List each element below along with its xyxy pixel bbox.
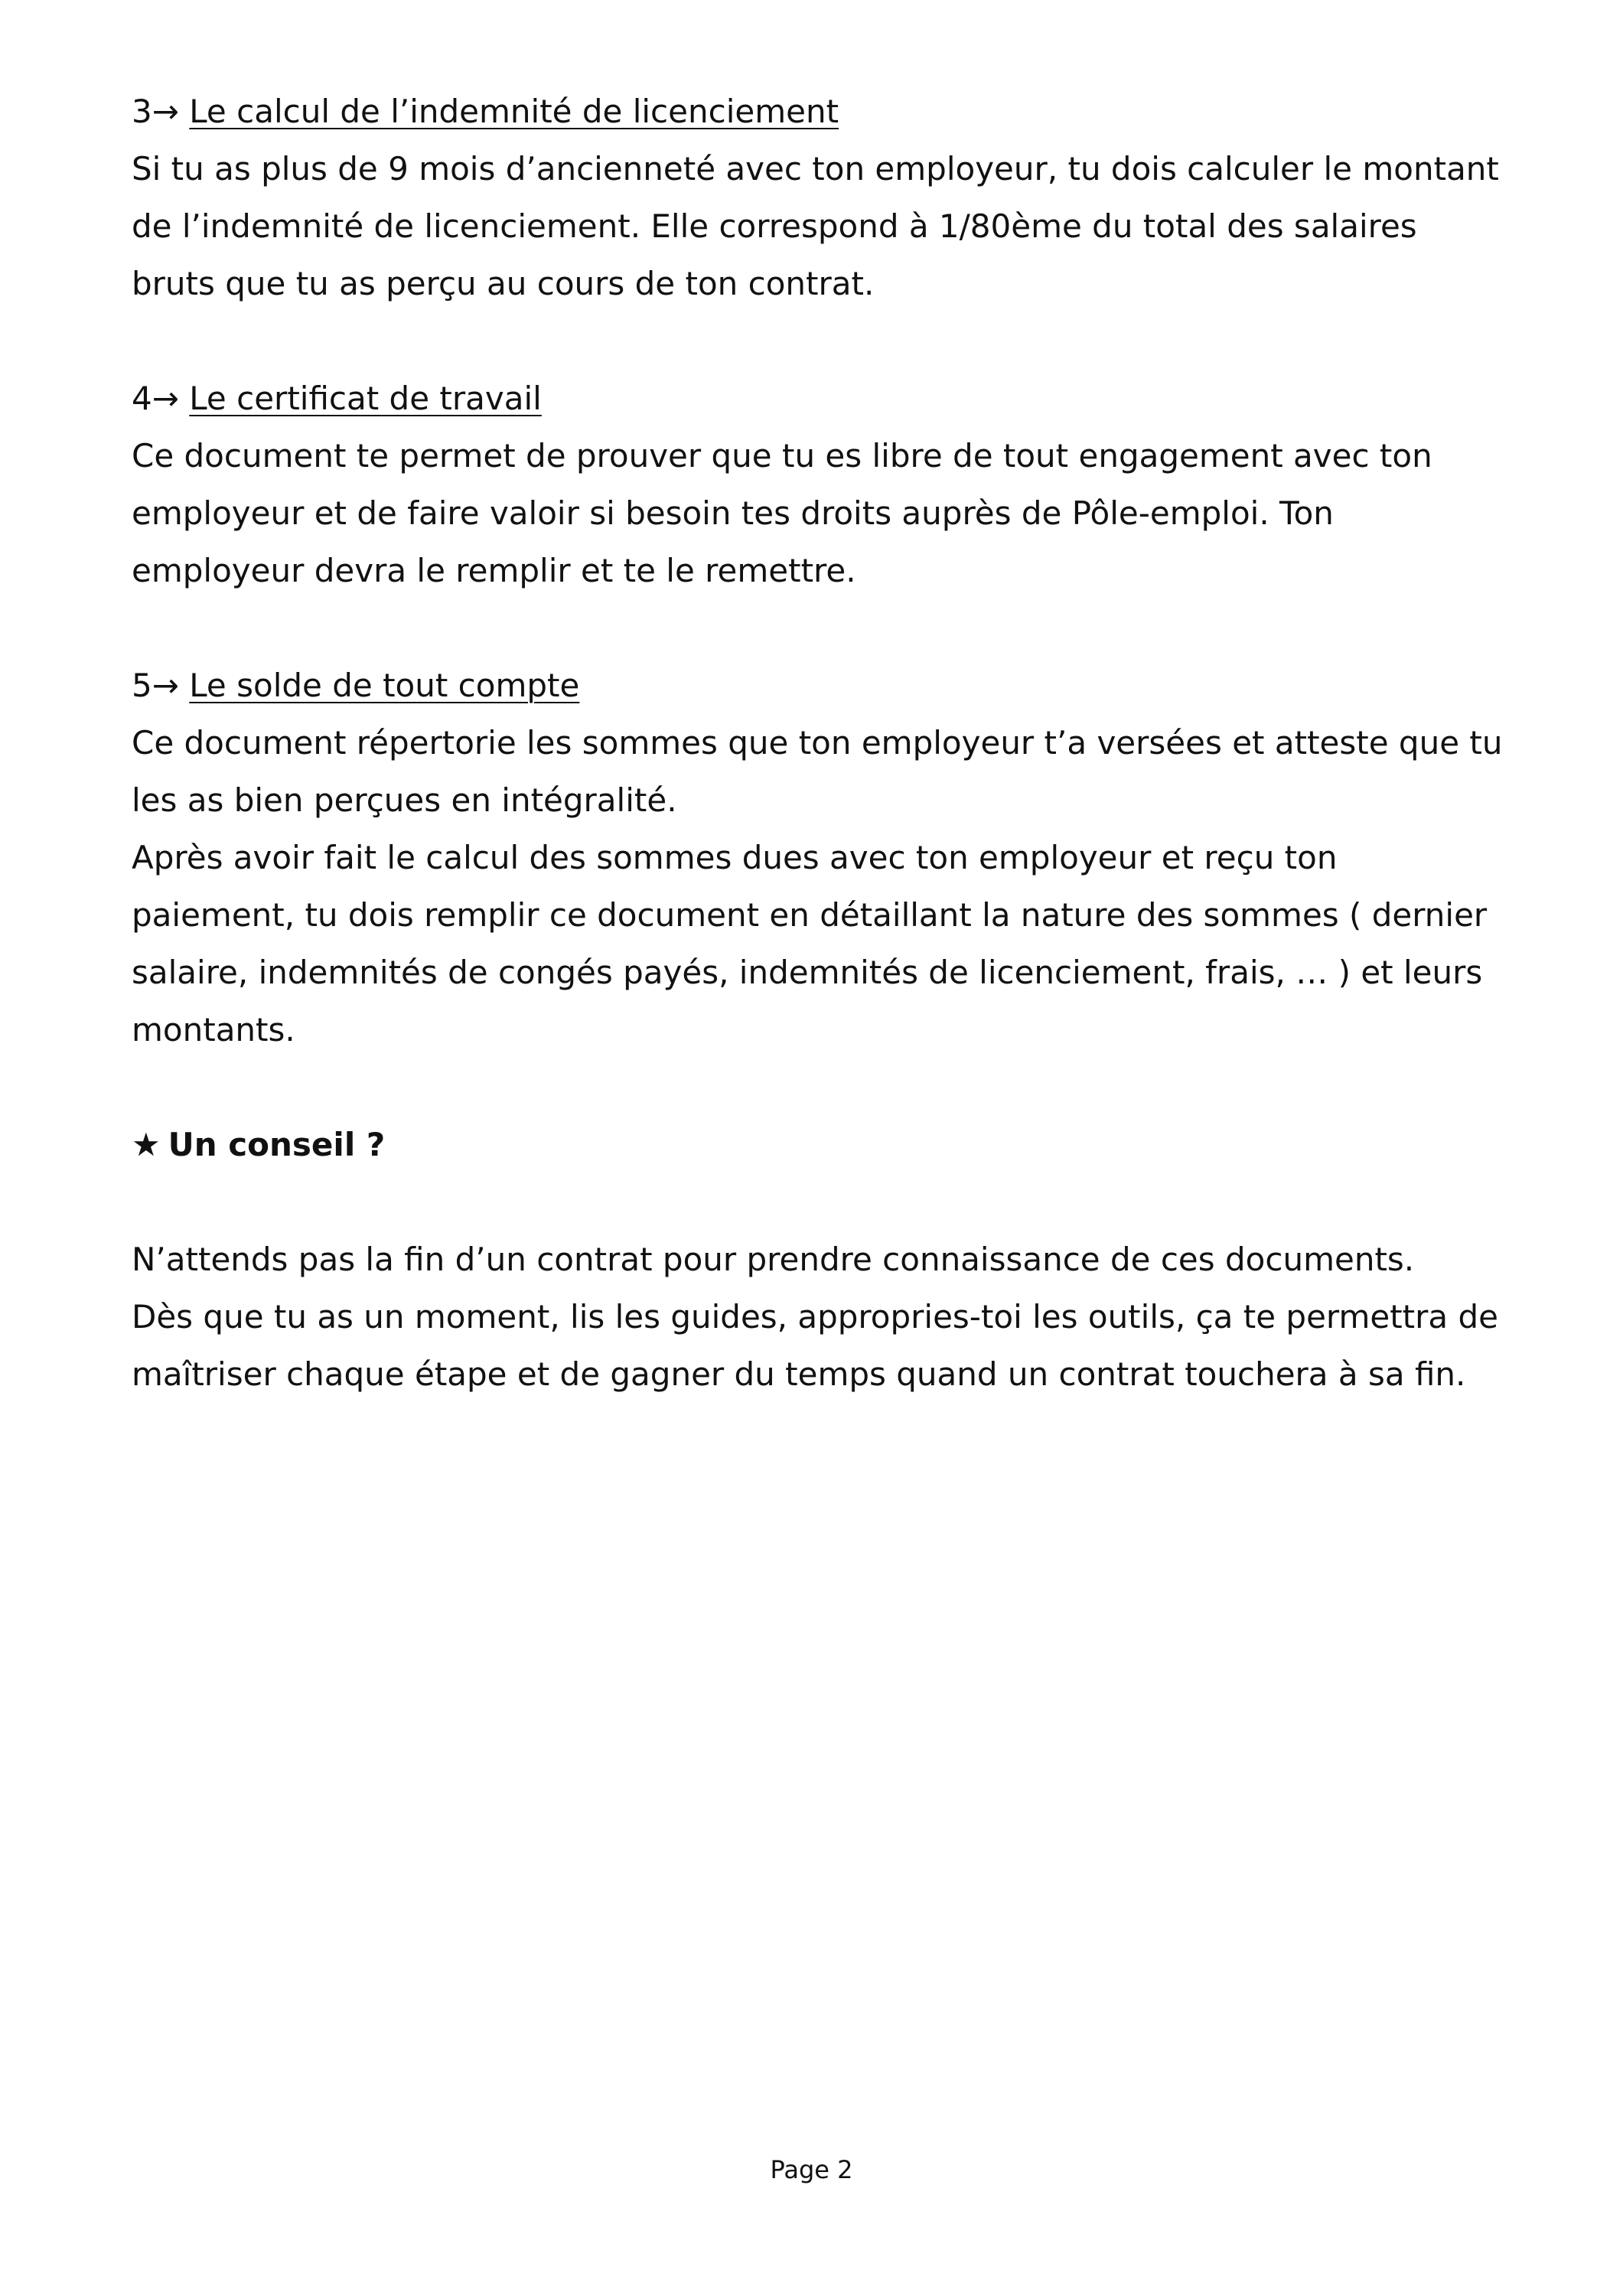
section-solde	[132, 657, 1509, 1058]
section-heading	[132, 370, 1509, 427]
tip-heading-text: Un conseil ?	[168, 1126, 386, 1163]
section-heading	[132, 83, 1509, 140]
section-title: Le calcul de l’indemnité de licenciement	[189, 93, 839, 130]
spacer	[132, 599, 1509, 657]
section-title: Le certificat de travail	[189, 380, 542, 417]
section-paragraph: Si tu as plus de 9 mois d’ancienneté avec ton employeur, tu dois calculer le montant de l’indemnité de licenciement. Elle correspond à 1/80ème du total des salaires bruts que tu as perçu au cours de ton contrat.	[132, 150, 1499, 302]
section-number: 3→	[132, 93, 190, 130]
tip-heading	[132, 1116, 1509, 1173]
tip-paragraph: Dès que tu as un moment, lis les guides, appropries-toi les outils, ça te permettra de maîtriser chaque étape et de gagner du temps quand un contrat touchera à sa fin.	[132, 1298, 1498, 1393]
page-number: Page 2	[770, 2155, 853, 2184]
section-title: Le solde de tout compte	[189, 667, 580, 704]
spacer	[132, 312, 1509, 370]
section-number: 5→	[132, 667, 190, 704]
tip-paragraph: N’attends pas la fin d’un contrat pour prendre connaissance de ces documents.	[132, 1241, 1415, 1278]
star-icon: ★	[132, 1126, 161, 1163]
section-paragraph: Ce document te permet de prouver que tu es libre de tout engagement avec ton employeur et de faire valoir si besoin tes droits auprès de Pôle-emploi. Ton employeur devra le remplir et te le remettre.	[132, 437, 1432, 589]
section-paragraph: Ce document répertorie les sommes que ton employeur t’a versées et atteste que tu les as bien perçues en intégralité.	[132, 724, 1503, 819]
section-indemnite	[132, 83, 1509, 312]
section-heading	[132, 657, 1509, 714]
spacer	[132, 1173, 1509, 1231]
section-certificat	[132, 370, 1509, 599]
section-number: 4→	[132, 380, 190, 417]
tip-section	[132, 1116, 1509, 1403]
section-paragraph: Après avoir fait le calcul des sommes dues avec ton employeur et reçu ton paiement, tu dois remplir ce document en détaillant la nature des sommes ( dernier salaire, indemnités de congés payés, indemnités de licenciement, frais, … ) et leurs montants.	[132, 839, 1488, 1049]
spacer	[132, 1058, 1509, 1116]
document-page	[132, 83, 1509, 1403]
